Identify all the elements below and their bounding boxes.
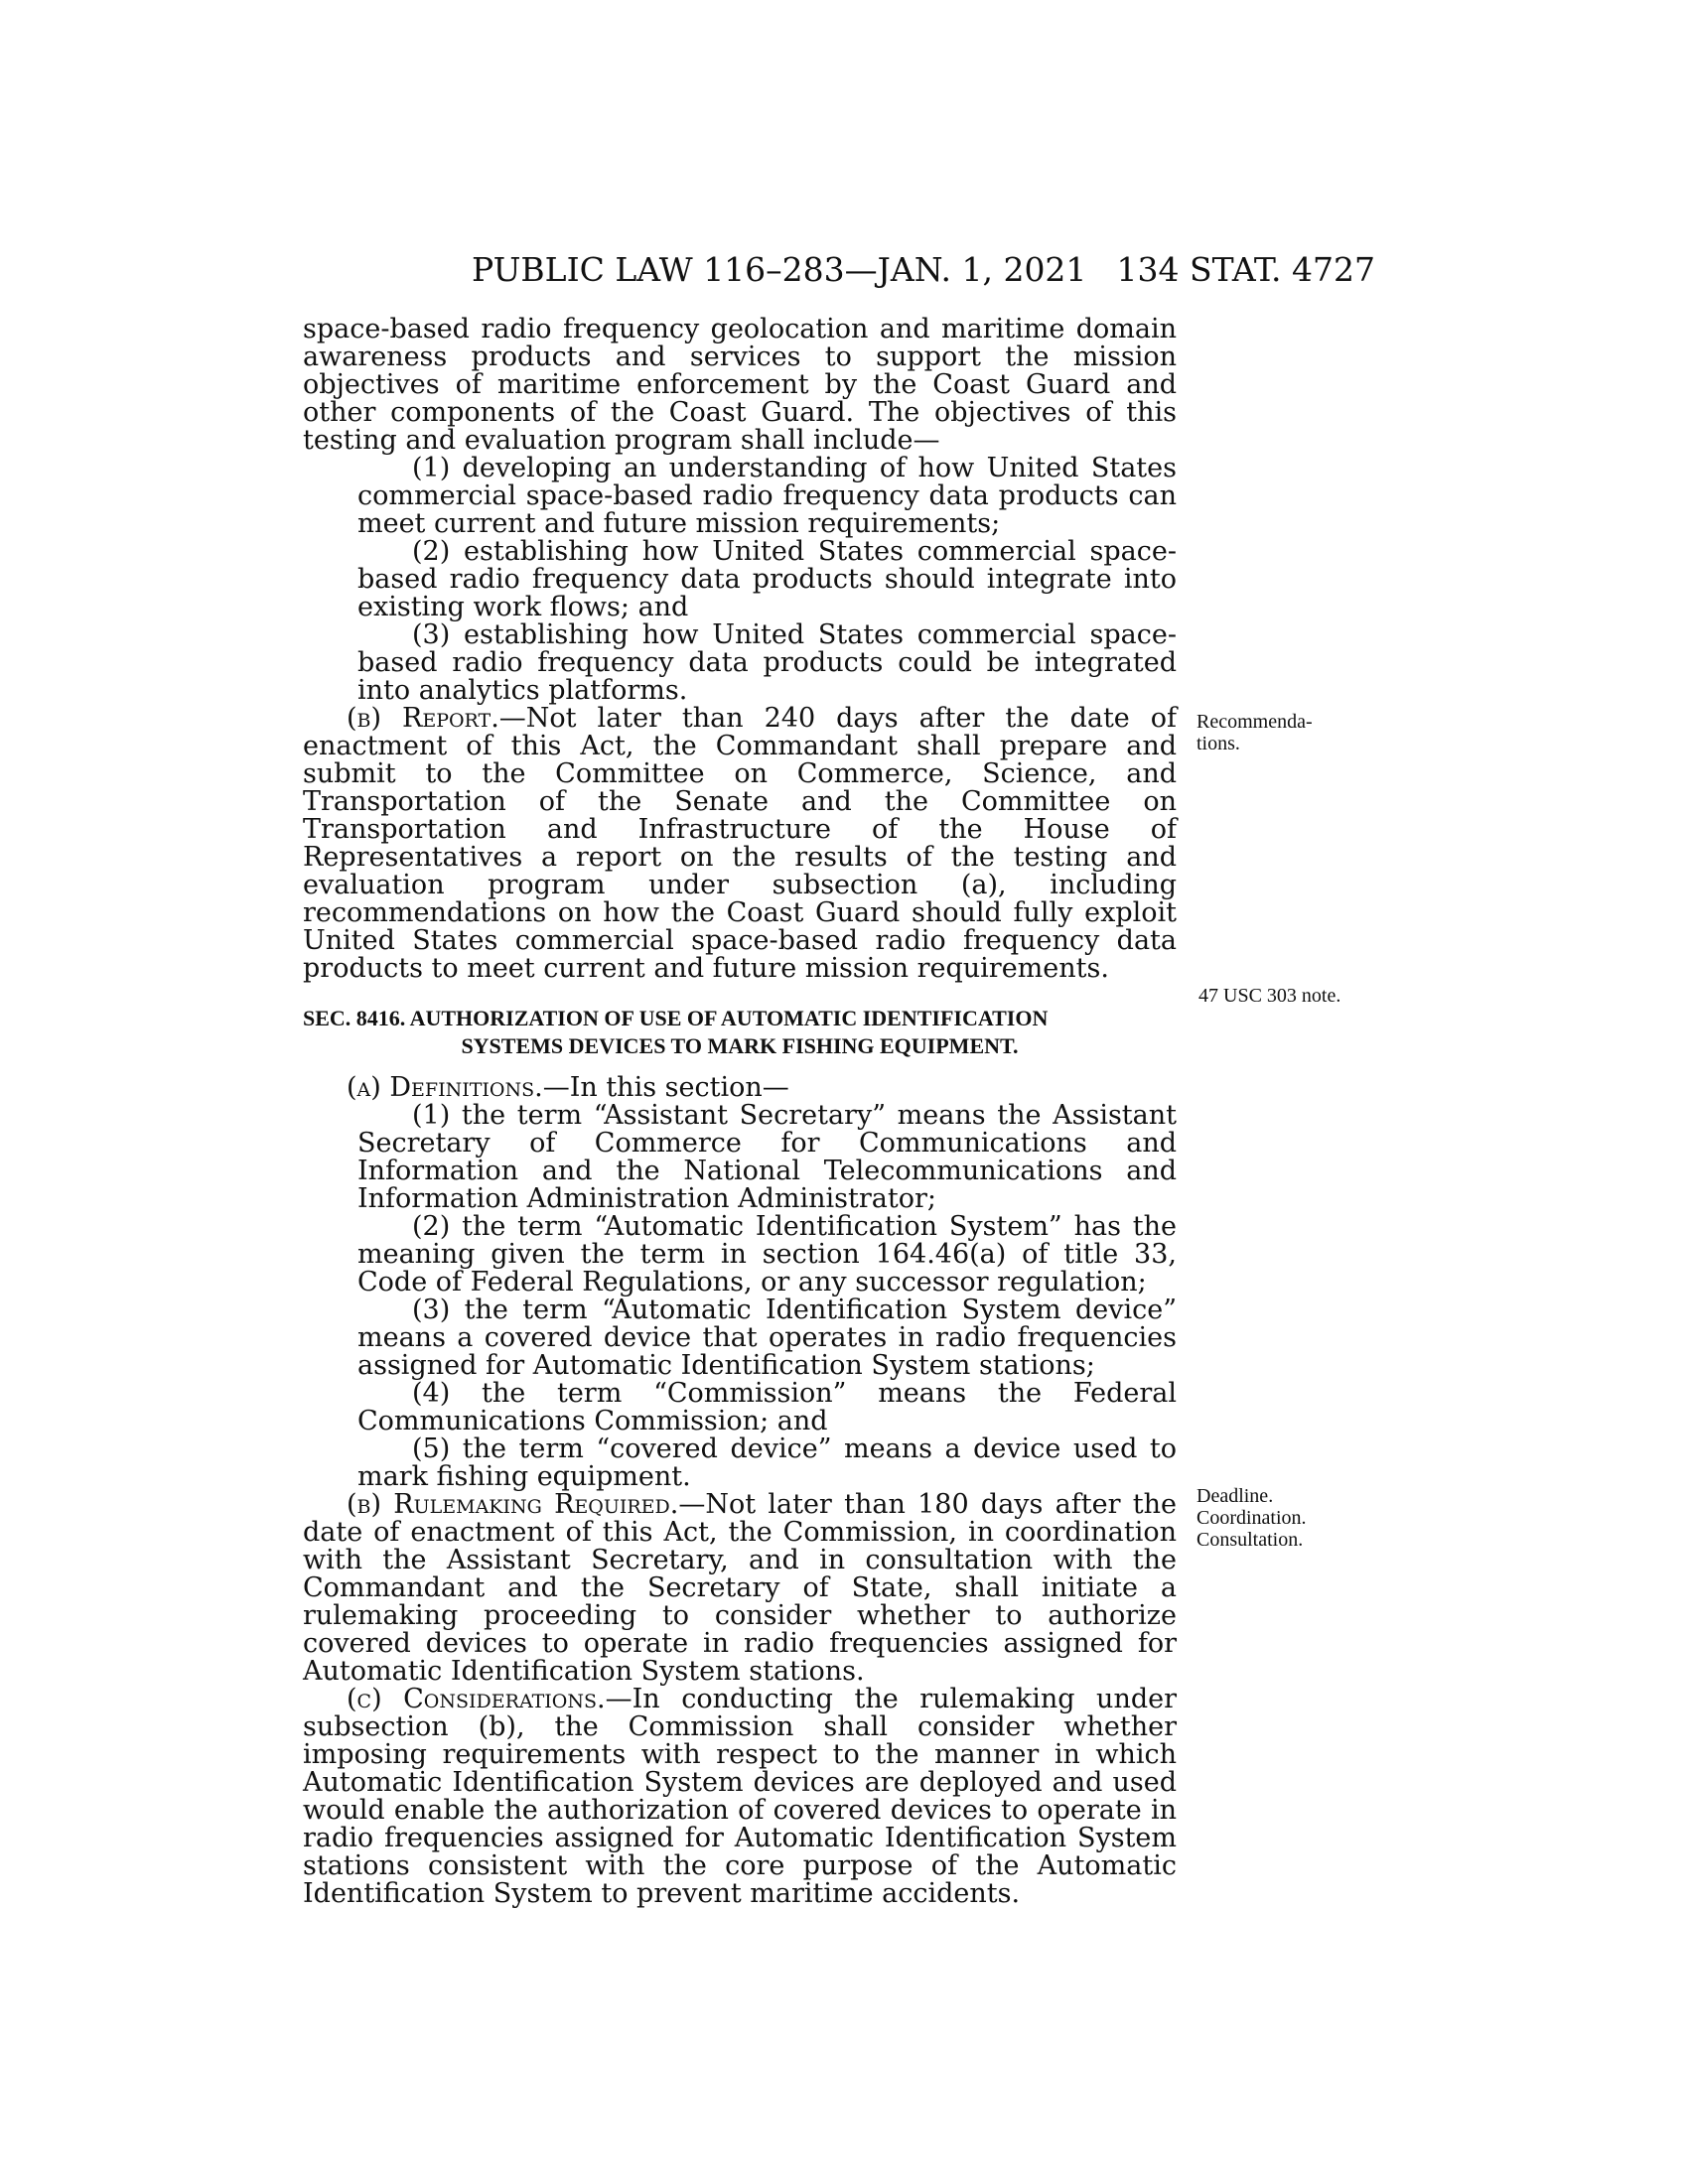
considerations-label: (c) Considerations. <box>347 1684 606 1714</box>
considerations-paragraph <box>303 1686 1177 1908</box>
definitions-label: (a) Definitions. <box>347 1072 543 1103</box>
definition-4: (4) the term “Commission” means the Federal Communications Commission; and <box>357 1378 1177 1436</box>
margin-note-consultation: Consultation. <box>1196 1529 1304 1551</box>
rulemaking-label: (b) Rulemaking Required. <box>347 1489 679 1520</box>
definition-5: (5) the term “covered device” means a device used to mark fishing equipment. <box>357 1433 1177 1492</box>
intro-paragraph: space-based radio frequency geolocation and maritime domain awareness products and services to support the mission objectives of maritime enforcement by the Coast Guard and other components of the Coast Guard. The objectives of this testing and evaluation program shall include— <box>303 314 1177 456</box>
report-paragraph <box>303 705 1177 983</box>
document-body <box>303 316 1177 1908</box>
margin-note-coordination: Coordination. <box>1196 1507 1307 1529</box>
definitions-paragraph <box>303 1074 1177 1102</box>
definition-3: (3) the term “Automatic Identification System device” means a covered device that operates in radio frequencies assigned for Automatic Identification System stations; <box>357 1295 1177 1381</box>
definition-1: (1) the term “Assistant Secretary” means the Assistant Secretary of Commerce for Communications and Information and the National Telecommunications and Information Administration Administrator; <box>357 1100 1177 1214</box>
section-heading <box>303 1005 1177 1060</box>
considerations-text: —In conducting the rulemaking under subsection (b), the Commission shall consider whether imposing requirements with respect to the manner in which Automatic Identification System devices are deployed and used would enable the authorization of covered devices to operate in radio frequencies assigned for Automatic Identification System stations consistent with the core purpose of the Automatic Identification System to prevent maritime accidents. <box>303 1684 1178 1909</box>
page-header <box>303 250 1375 290</box>
margin-note-deadline: Deadline. <box>1196 1485 1274 1507</box>
section-heading-line-1: SEC. 8416. AUTHORIZATION OF USE OF AUTOMATIC IDENTIFICATION <box>303 1006 1049 1030</box>
rulemaking-text: —Not later than 180 days after the date of enactment of this Act, the Commission, in coordination with the Assistant Secretary, and in consultation with the Commandant and the Secretary of State, shall initiate a rulemaking proceeding to consider whether to authorize covered devices to operate in radio frequencies assigned for Automatic Identification System stations. <box>303 1489 1177 1687</box>
objective-1: (1) developing an understanding of how United States commercial space-based radio frequency data products can meet current and future mission requirements; <box>357 453 1177 539</box>
header-stat-page: 134 STAT. 4727 <box>1116 250 1375 289</box>
section-heading-line-2: SYSTEMS DEVICES TO MARK FISHING EQUIPMENT. <box>461 1033 1019 1058</box>
report-text: —Not later than 240 days after the date of enactment of this Act, the Commandant shall prepare and submit to the Committee on Commerce, Science, and Transportation of the Senate and the Committee on Transportation and Infrastructure of the House of Representatives a report on the results of the testing and evaluation program under subsection (a), including recommendations on how the Coast Guard should fully exploit United States commercial space-based radio frequency data products to meet current and future mission requirements. <box>303 703 1177 984</box>
margin-note-recommendations: Recommenda- tions. <box>1196 711 1313 754</box>
objective-3: (3) establishing how United States commercial space-based radio frequency data products could be integrated into analytics platforms. <box>357 619 1177 706</box>
report-label: (b) Report. <box>347 703 499 734</box>
definition-2: (2) the term “Automatic Identification System” has the meaning given the term in section 164.46(a) of title 33, Code of Federal Regulations, or any successor regulation; <box>357 1211 1177 1297</box>
objective-2: (2) establishing how United States commercial space-based radio frequency data products should integrate into existing work flows; and <box>357 536 1177 622</box>
header-title: PUBLIC LAW 116–283—JAN. 1, 2021 <box>472 250 1087 289</box>
margin-notes-deadline-group <box>1196 1485 1365 1551</box>
definitions-text: —In this section— <box>542 1072 789 1103</box>
margin-note-usc: 47 USC 303 note. <box>1198 985 1341 1007</box>
rulemaking-paragraph <box>303 1491 1177 1686</box>
